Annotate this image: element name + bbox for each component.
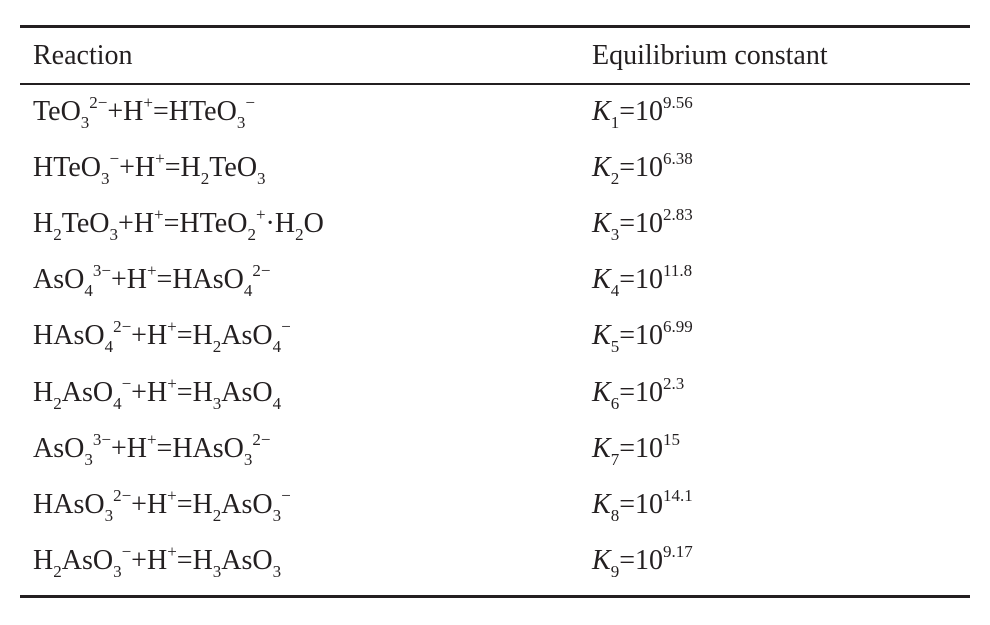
k-exponent: 14.1 [662, 486, 693, 505]
k-base: =10 [619, 545, 663, 576]
subscript: 2 [53, 562, 62, 581]
k-symbol: K [592, 489, 611, 520]
formula-text: AsO [61, 545, 114, 576]
formula-text: HAsO [33, 489, 105, 520]
k-exponent: 2.83 [662, 205, 693, 224]
subscript: 2 [247, 225, 256, 244]
constant-cell [592, 205, 693, 244]
k-base: =10 [619, 433, 663, 464]
superscript: 2− [252, 261, 271, 280]
reaction-cell [33, 261, 271, 300]
superscript: 2− [89, 93, 108, 112]
subscript: 3 [104, 506, 114, 525]
subscript: 3 [243, 450, 253, 469]
k-symbol: K [592, 545, 611, 576]
subscript: 4 [84, 281, 93, 300]
formula-text: =HTeO [163, 208, 248, 239]
k-index: 4 [610, 281, 620, 300]
formula-text: H [33, 545, 54, 576]
superscript: + [155, 149, 165, 168]
k-exponent: 9.56 [662, 93, 693, 112]
superscript: + [167, 542, 177, 561]
k-exponent: 6.99 [662, 317, 693, 336]
subscript: 2 [212, 506, 222, 525]
k-index: 2 [610, 169, 620, 188]
reaction-cell [33, 93, 255, 132]
k-index: 9 [610, 562, 620, 581]
formula-text: HTeO [33, 152, 102, 183]
formula-text: +H [110, 433, 147, 464]
superscript: − [245, 93, 255, 112]
formula-text: =H [176, 320, 213, 351]
formula-text: ·H [265, 208, 296, 239]
k-index: 7 [610, 450, 620, 469]
formula-text: =H [176, 545, 213, 576]
superscript: + [146, 261, 157, 280]
formula-text: AsO [221, 489, 273, 520]
subscript: 4 [243, 281, 253, 300]
k-exponent: 15 [662, 430, 680, 449]
k-index: 8 [610, 506, 620, 525]
formula-text: +H [131, 545, 168, 576]
superscript: − [121, 374, 132, 393]
formula-text: AsO [33, 433, 85, 464]
superscript: − [281, 317, 291, 336]
k-base: =10 [619, 264, 663, 295]
superscript: 2− [113, 486, 132, 505]
formula-text: AsO [221, 320, 273, 351]
superscript: − [121, 542, 132, 561]
k-symbol: K [592, 264, 611, 295]
k-base: =10 [619, 152, 663, 183]
table-bottom-rule [20, 595, 970, 598]
subscript: 3 [212, 562, 222, 581]
k-base: =10 [619, 489, 663, 520]
subscript: 3 [212, 394, 222, 413]
subscript: 4 [104, 337, 114, 356]
k-symbol: K [592, 208, 611, 239]
k-symbol: K [592, 433, 611, 464]
k-symbol: K [592, 152, 611, 183]
formula-text: =H [176, 489, 213, 520]
formula-text: TeO [61, 208, 110, 239]
subscript: 3 [80, 113, 90, 132]
reaction-cell [33, 430, 271, 469]
formula-text: +H [118, 208, 155, 239]
k-base: =10 [619, 320, 663, 351]
reaction-cell [33, 542, 282, 581]
subscript: 3 [272, 506, 282, 525]
formula-text: +H [131, 320, 168, 351]
header-equilibrium-constant: Equilibrium constant [592, 40, 828, 71]
constant-cell [592, 430, 680, 469]
reaction-cell [33, 374, 282, 413]
subscript: 4 [272, 394, 282, 413]
k-base: =10 [619, 377, 663, 408]
formula-text: =H [164, 152, 201, 183]
constant-cell [592, 261, 693, 300]
k-exponent: 2.3 [662, 374, 685, 393]
constant-cell [592, 486, 693, 525]
subscript: 2 [295, 225, 304, 244]
formula-text: TeO [209, 152, 258, 183]
superscript: + [167, 317, 177, 336]
reaction-cell [33, 149, 266, 188]
subscript: 3 [84, 450, 93, 469]
k-symbol: K [592, 377, 611, 408]
superscript: + [143, 93, 153, 112]
superscript: + [154, 205, 164, 224]
reaction-cell [33, 317, 291, 356]
superscript: + [167, 486, 177, 505]
k-symbol: K [592, 96, 611, 127]
formula-text: HAsO [33, 320, 105, 351]
formula-text: H [33, 208, 54, 239]
constant-cell [592, 542, 693, 581]
formula-text: +H [131, 377, 168, 408]
constant-cell [592, 374, 685, 413]
formula-text: +H [119, 152, 156, 183]
formula-text: AsO [221, 377, 273, 408]
subscript: 2 [53, 394, 62, 413]
subscript: 3 [101, 169, 110, 188]
table-header-rule [20, 83, 970, 85]
formula-text: AsO [33, 264, 85, 295]
subscript: 3 [236, 113, 246, 132]
k-index: 3 [610, 225, 620, 244]
k-index: 6 [610, 394, 620, 413]
constant-cell [592, 149, 693, 188]
formula-text: +H [131, 489, 168, 520]
subscript: 2 [53, 225, 62, 244]
formula-text: TeO [33, 96, 81, 127]
subscript: 3 [272, 562, 282, 581]
k-index: 5 [610, 337, 620, 356]
superscript: − [281, 486, 291, 505]
formula-text: O [303, 208, 324, 239]
superscript: + [167, 374, 177, 393]
k-exponent: 11.8 [662, 261, 693, 280]
superscript: + [255, 205, 266, 224]
reaction-cell [33, 486, 291, 525]
k-index: 1 [610, 113, 620, 132]
constant-cell [592, 93, 693, 132]
subscript: 3 [113, 562, 122, 581]
subscript: 4 [272, 337, 282, 356]
k-symbol: K [592, 320, 611, 351]
k-exponent: 6.38 [662, 149, 693, 168]
subscript: 4 [113, 394, 122, 413]
subscript: 2 [200, 169, 210, 188]
superscript: 3− [92, 261, 111, 280]
subscript: 3 [257, 169, 266, 188]
k-base: =10 [619, 208, 663, 239]
formula-text: =HAsO [156, 433, 244, 464]
header-reaction: Reaction [33, 40, 133, 71]
k-base: =10 [619, 96, 663, 127]
superscript: 3− [92, 430, 111, 449]
subscript: 2 [212, 337, 222, 356]
constant-cell [592, 317, 693, 356]
table-top-rule [20, 25, 970, 28]
formula-text: =HTeO [153, 96, 237, 127]
formula-text: =HAsO [156, 264, 244, 295]
formula-text: +H [110, 264, 147, 295]
formula-text: +H [107, 96, 144, 127]
superscript: − [109, 149, 120, 168]
superscript: + [146, 430, 157, 449]
formula-text: AsO [61, 377, 114, 408]
reaction-cell [33, 205, 324, 244]
subscript: 3 [109, 225, 119, 244]
formula-text: =H [176, 377, 213, 408]
k-exponent: 9.17 [662, 542, 693, 561]
superscript: 2− [252, 430, 271, 449]
formula-text: AsO [221, 545, 273, 576]
superscript: 2− [113, 317, 132, 336]
formula-text: H [33, 377, 54, 408]
